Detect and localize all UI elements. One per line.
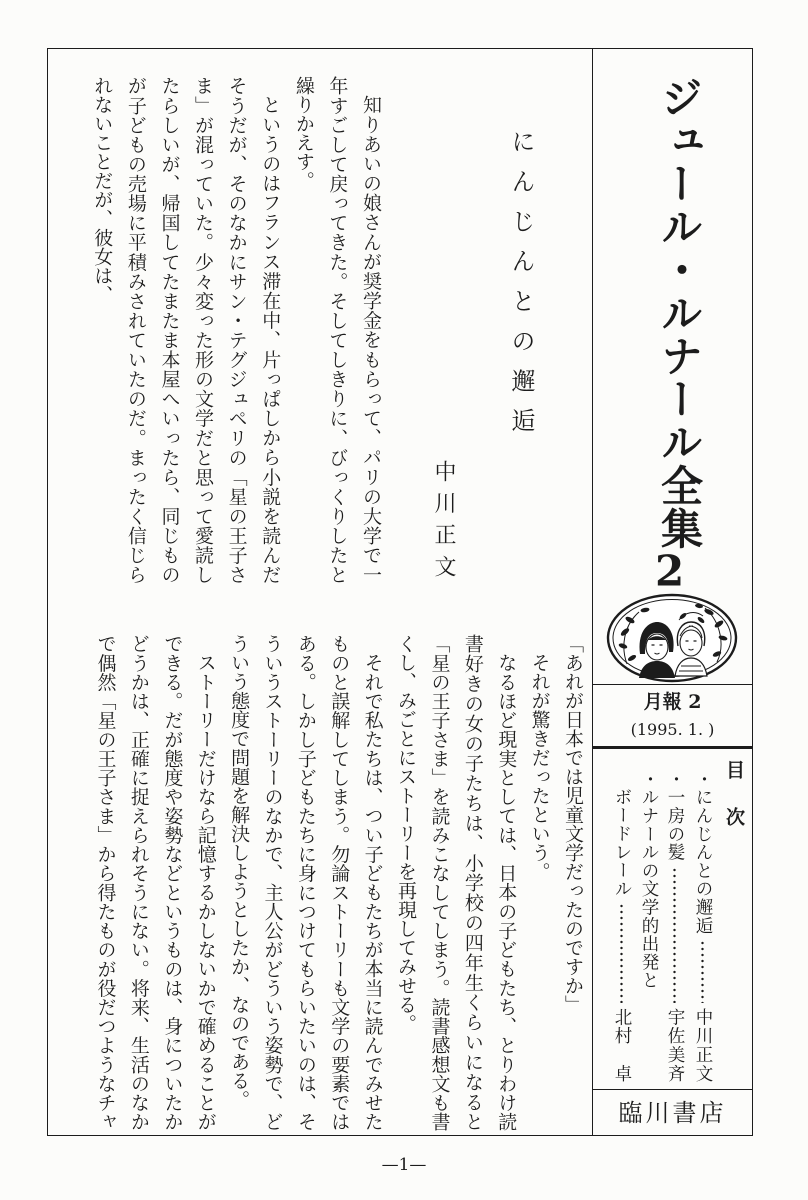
- article-text-line: たらしいが、帰国してたまたま本屋へいったら、同じもの: [158, 76, 181, 584]
- toc-entry-author: 宇佐美斉: [665, 1008, 685, 1082]
- toc-entry-title-continued: ボードレール: [612, 788, 632, 898]
- article-body-upper: [84, 76, 387, 584]
- toc-heading: 目次: [723, 760, 745, 826]
- emblem-illustration: [605, 592, 739, 684]
- article-text-line: が子どもの売場に平積みされていたのだ。まったく信じら: [124, 76, 147, 584]
- article-text-line: どうかは、正確に捉えられそうにない。将来、生活のなか: [127, 634, 150, 1131]
- supplement-date: (1995. 1. ): [630, 720, 715, 739]
- article-text-line: ものと誤解してしまう。勿論ストーリーも文学の要素では: [328, 634, 351, 1131]
- series-title: [656, 76, 702, 592]
- article-text-line: で偶然「星の王子さま」から得たものが役だつようなチャ: [94, 634, 117, 1131]
- toc-entry-title: ・一房の髪: [665, 770, 685, 862]
- toc-entry: [635, 770, 662, 1082]
- toc-entry-author: 北村 卓: [612, 1008, 632, 1082]
- article-text-line: それで私たちは、つい子どもたちが本当に読んでみせた: [361, 653, 384, 1131]
- divider: [593, 684, 752, 685]
- emblem-svg: [605, 592, 739, 684]
- article-author: 中川正文: [431, 460, 456, 577]
- article-text-line: くし、みごとにストーリーを再現してみせる。: [395, 634, 418, 1033]
- article-text-line: それが驚きだったという。: [528, 653, 551, 881]
- toc-entry-continued: [608, 770, 635, 1082]
- article-text-line: れないことだが、彼女は、: [91, 76, 114, 304]
- article-text-line: 書好きの女の子たちは、小学校の四年生くらいになると: [461, 634, 484, 1131]
- article-text-line: 年すごして戻ってきた。そしてしきりに、びっくりしたと: [326, 76, 349, 584]
- article-text-line: ストーリーだけなら記憶するかしないかで確めることが: [194, 653, 217, 1131]
- article-text-line: というのはフランス滞在中、片っぱしから小説を読んだ: [259, 95, 282, 584]
- page-number: —1—: [381, 1155, 427, 1175]
- article-text-line: 繰りかえす。: [292, 76, 315, 190]
- publisher-name: 臨川書店: [618, 1099, 727, 1127]
- article-text-line: ういうストーリーのなかで、主人公がどういう姿勢で、ど: [261, 634, 284, 1131]
- article-text-line: ま」が混っていた。少々変った形の文学だと思って愛読し: [192, 76, 215, 584]
- toc-entry-title: ・ルナールの文学的出発と: [639, 770, 659, 990]
- left-child-figure: [639, 622, 675, 678]
- toc-entry: [661, 770, 688, 1082]
- divider: [593, 1089, 752, 1090]
- article-text-line: 「あれが日本では児童文学だったのですか」: [562, 634, 584, 1014]
- article-title: にんじんとの邂逅: [507, 129, 535, 432]
- article-text-line: 「星の王子さま」を読みこなしてしまう。読書感想文も書: [428, 634, 451, 1131]
- article-body-lower: [88, 634, 589, 1131]
- article-text-line: そうだが、そのなかにサン・テグジュペリの「星の王子さ: [225, 76, 248, 584]
- toc-entry-author: 中川正文: [693, 1008, 713, 1082]
- toc-entry: [689, 770, 716, 1082]
- series-title-main: ジュール・ルナール全集: [655, 76, 704, 550]
- toc-leader-dots: [661, 867, 688, 1004]
- article-text-line: 知りあいの娘さんが奨学金をもらって、パリの大学で一: [360, 95, 382, 584]
- article-text-line: ういう態度で問題を解決しようとしたか、なのである。: [228, 634, 251, 1109]
- article-text-line: なるほど現実としては、日本の子どもたち、とりわけ読: [495, 653, 518, 1131]
- article-text-line: ある。しかし子どもたちに身につけてもらいたいのは、そ: [294, 634, 317, 1131]
- supplement-label: 月報 2: [643, 691, 702, 713]
- toc-entry-title: ・にんじんとの邂逅: [693, 770, 713, 935]
- toc-leader-dots: [689, 940, 716, 1003]
- article-text-line: できる。だが態度や姿勢などというものは、身についたか: [161, 634, 184, 1131]
- divider: [593, 746, 752, 749]
- toc-leader-dots: [608, 903, 635, 1003]
- series-volume-number: 2: [655, 550, 685, 592]
